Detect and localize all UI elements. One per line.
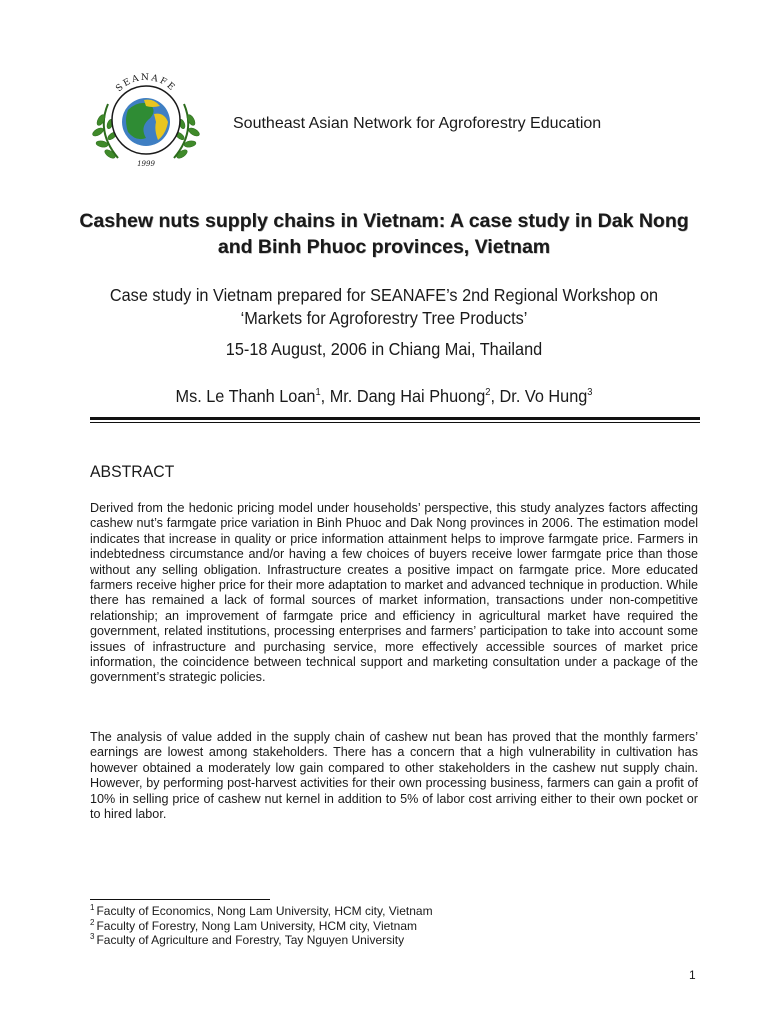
footnote-mark: 1 [90,903,95,912]
header-divider-thin [90,422,700,423]
abstract-paragraph: The analysis of value added in the supply chain of cashew nut bean has proved that the monthly farmers’ earnings are lowest among stakeholders. There has a concern that a high vulnerability in cultivation has however obtained a moderately low gain compared to other stakeholders in the cashew nut supply chain. However, by performing post-harvest activities for their own processing business, farmers can gain a profit of 10% in selling price of cashew nut kernel in addition to 5% of labor cost arriving either to their own pocket or to hired labor. [90,730,698,822]
author-list: Ms. Le Thanh Loan$^1$, Mr. Dang Hai Phuong$^2$, Dr. Vo Hung$^3$ [175,386,593,406]
page-number: 1 [689,968,696,982]
author-name: Ms. Le Thanh Loan [175,386,316,406]
footnote [90,933,433,948]
organization-name: Southeast Asian Network for Agroforestry Education [233,115,602,132]
footnotes [90,904,433,948]
globe-icon [122,98,170,146]
author-name: Mr. Dang Hai Phuong [329,386,486,406]
logo-arc-text: SEANAFE [114,72,178,95]
author-footnote-mark: 3 [587,387,593,399]
abstract-paragraph: Derived from the hedonic pricing model under households’ perspective, this study analyzes factors affecting cashew nut’s farmgate price variation in Binh Phuoc and Dak Nong provinces in 2006. The estimation model indicates that increase in quality or price information attainment helps to improve farmgate price. Farmers in indebtedness circumstance and/or having a few choices of buyers receive lower farmgate price than those without any selling obligation. Infrastructure creates a positive impact on farmgate price. More educated farmers receive higher price for their more adaptation to market and advanced technique in production. While there has remained a lack of formal sources of market information, transactions under non-competitive relationship; an improvement of farmgate price and efficiency in agricultural market have required the government, related institutions, processing enterprises and farmers’ participation to take into account some issues of infrastructure and purchasing service, more effectively accessible sources of market price information, the coincidence between technical support and marketing consultation under a package of the government’s strategic policies. [90,501,698,685]
footnote-mark: 3 [90,932,95,942]
paper-title: Cashew nuts supply chains in Vietnam: A case study in Dak Nong and Binh Phuoc provinces, Vietnam [79,210,689,258]
logo-year: 1999 [137,160,155,168]
footnote [90,919,433,934]
subtitle-line-1: Case study in Vietnam prepared for SEANAFE’s 2nd Regional Workshop on [109,285,659,305]
author-name: Dr. Vo Hung [499,386,588,406]
workshop-date: 15-18 August, 2006 in Chiang Mai, Thailand [225,339,543,359]
footnote [90,904,433,919]
page-header [88,62,688,182]
paper-subtitle [83,284,686,330]
abstract-heading: ABSTRACT [90,462,175,481]
footnote-mark: 2 [90,917,95,927]
footnote-text: Faculty of Forestry, Nong Lam University, HCM city, Vietnam [96,918,417,933]
subtitle-line-2: ‘Markets for Agroforestry Tree Products’ [240,308,528,328]
header-divider-thick [90,417,700,420]
footnote-text: Faculty of Agriculture and Forestry, Tay Nguyen University [96,933,405,948]
footnote-text: Faculty of Economics, Nong Lam University, HCM city, Vietnam [96,904,433,918]
author-footnote-mark: 2 [485,387,491,399]
author-footnote-mark: 1 [315,387,321,399]
seanafe-logo [88,62,204,178]
footnote-divider [90,899,270,900]
